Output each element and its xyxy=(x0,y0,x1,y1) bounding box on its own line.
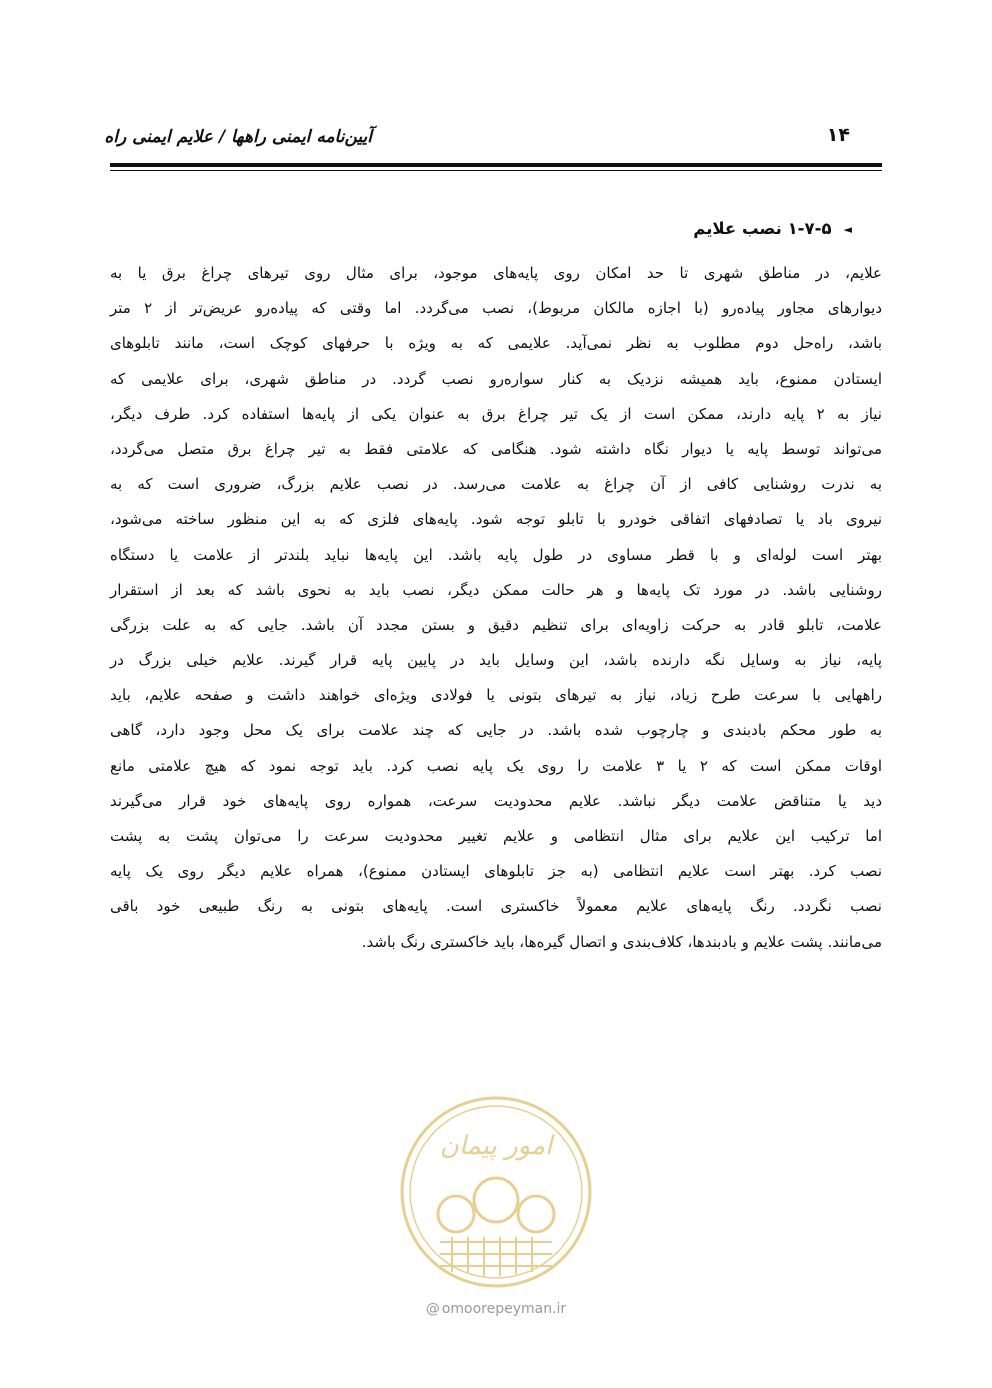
text-line: علایم، در مناطق شهری تا حد امکان روی پایه‌های موجود، برای مثال روی تیرهای چراغ برق یا به xyxy=(110,264,882,282)
at-sign-icon: @ xyxy=(425,1301,440,1317)
page-number: ۱۴ xyxy=(826,124,850,146)
text-line: پایه، نیاز به وسایل نگه دارنده باشد، این وسایل باید در پایین پایه قرار گیرند. علایم خیلی بزرگ در xyxy=(110,651,882,670)
text-line: دیوارهای مجاور پیاده‌رو (با اجازه مالکان مربوط)، نصب می‌گردد. اما وقتی که پیاده‌رو عریض‌تر از ۲ متر xyxy=(110,299,883,318)
text-line: به طور محکم بادبندی و چارچوب شده باشد. در جایی که چند علامت برای یک محل وجود دارد، گاهی xyxy=(110,721,882,740)
arrow-marker-icon: ◄ xyxy=(843,223,852,236)
header-rule-thick xyxy=(110,163,882,167)
text-line: علامت، تابلو قادر به حرکت زاویه‌ای برای تنظیم دقیق و بستن مجدد آن باشد. جایی که به علت بزرگی xyxy=(110,615,882,634)
section-heading xyxy=(693,219,852,238)
text-line: به ندرت روشنایی کافی از آن چراغ به علامت می‌رسد. در نصب علایم بزرگ، ضروری است که به xyxy=(110,475,882,494)
text-line: نیروی باد یا تصادفهای اتفاقی خودرو با تابلو توجه شود. پایه‌های فلزی که به این منظور ساخته می‌شود، xyxy=(110,510,882,529)
text-line: نیاز به ۲ پایه دارند، ممکن است از یک تیر چراغ برق به عنوان یکی از پایه‌ها استفاده کرد. طرف دیگر، xyxy=(110,404,882,423)
text-line: دید یا متناقض علامت دیگر نباشد. علایم محدودیت سرعت، همواره روی پایه‌های خود قرار می‌گیرند xyxy=(110,791,882,810)
watermark-url-text: omoorepeyman.ir xyxy=(441,1301,567,1317)
text-line: می‌تواند توسط پایه یا دیوار نگاه داشته شود. هنگامی که علامتی فقط به تیر چراغ برق متصل می‌گردد، xyxy=(110,439,882,458)
section-heading-text: ۱-۷-۵ نصب علایم xyxy=(693,219,832,238)
text-line: ایستادن ممنوع، باید همیشه نزدیک به کنار سواره‌رو نصب گردد. در مناطق شهری، برای علایمی که xyxy=(110,369,882,388)
text-line: نصب کرد. بهتر است علایم انتظامی (به جز تابلوهای ایستادن ممنوع)، همراه علایم دیگر روی یک پایه xyxy=(110,862,882,881)
text-line: می‌مانند. پشت علایم و بادبندها، کلاف‌بندی و اتصال گیره‌ها، باید خاکستری رنگ باشد. xyxy=(361,932,882,951)
text-line: باشد، راه‌حل دوم مطلوب به نظر نمی‌آید. علایمی که به ویژه با حرفهای کوچک است، مانند تابلوهای xyxy=(110,334,882,353)
text-line: اوقات ممکن است که ۲ یا ۳ علامت را روی یک پایه نصب کرد. باید توجه نمود که هیچ علامتی مانع xyxy=(110,756,883,775)
body-paragraph xyxy=(110,256,882,960)
text-line: اما ترکیب این علایم برای مثال انتظامی و علایم تغییر محدودیت سرعت را می‌توان پشت به پشت xyxy=(110,827,882,845)
text-line: بهتر است لوله‌ای و با قطر مساوی در طول پایه باشد. این پایه‌ها نباید بلندتر از علامت یا دستگاه xyxy=(110,545,882,564)
publisher-seal-icon xyxy=(396,1092,596,1292)
text-line: روشنایی باشد. در مورد تک پایه‌ها و هر حالت ممکن دیگر، نصب باید به نحوی باشد که بعد از استقرار xyxy=(110,580,882,599)
text-line: نصب نگردد. رنگ پایه‌های علایم معمولاً خاکستری است. پایه‌های بتونی به رنگ طبیعی خود باقی xyxy=(110,897,882,916)
seal-text: امور پیمان xyxy=(439,1131,553,1161)
header-title: آیین‌نامه ایمنی راهها / علایم ایمنی راه xyxy=(104,127,372,147)
text-line: راههایی با سرعت طرح زیاد، نیاز به تیرهای بتونی یا فولادی ویژه‌ای خواهند داشت و صفحه علایم، باید xyxy=(110,686,882,705)
header-rule-thin xyxy=(110,170,882,171)
watermark-url xyxy=(0,1301,992,1317)
